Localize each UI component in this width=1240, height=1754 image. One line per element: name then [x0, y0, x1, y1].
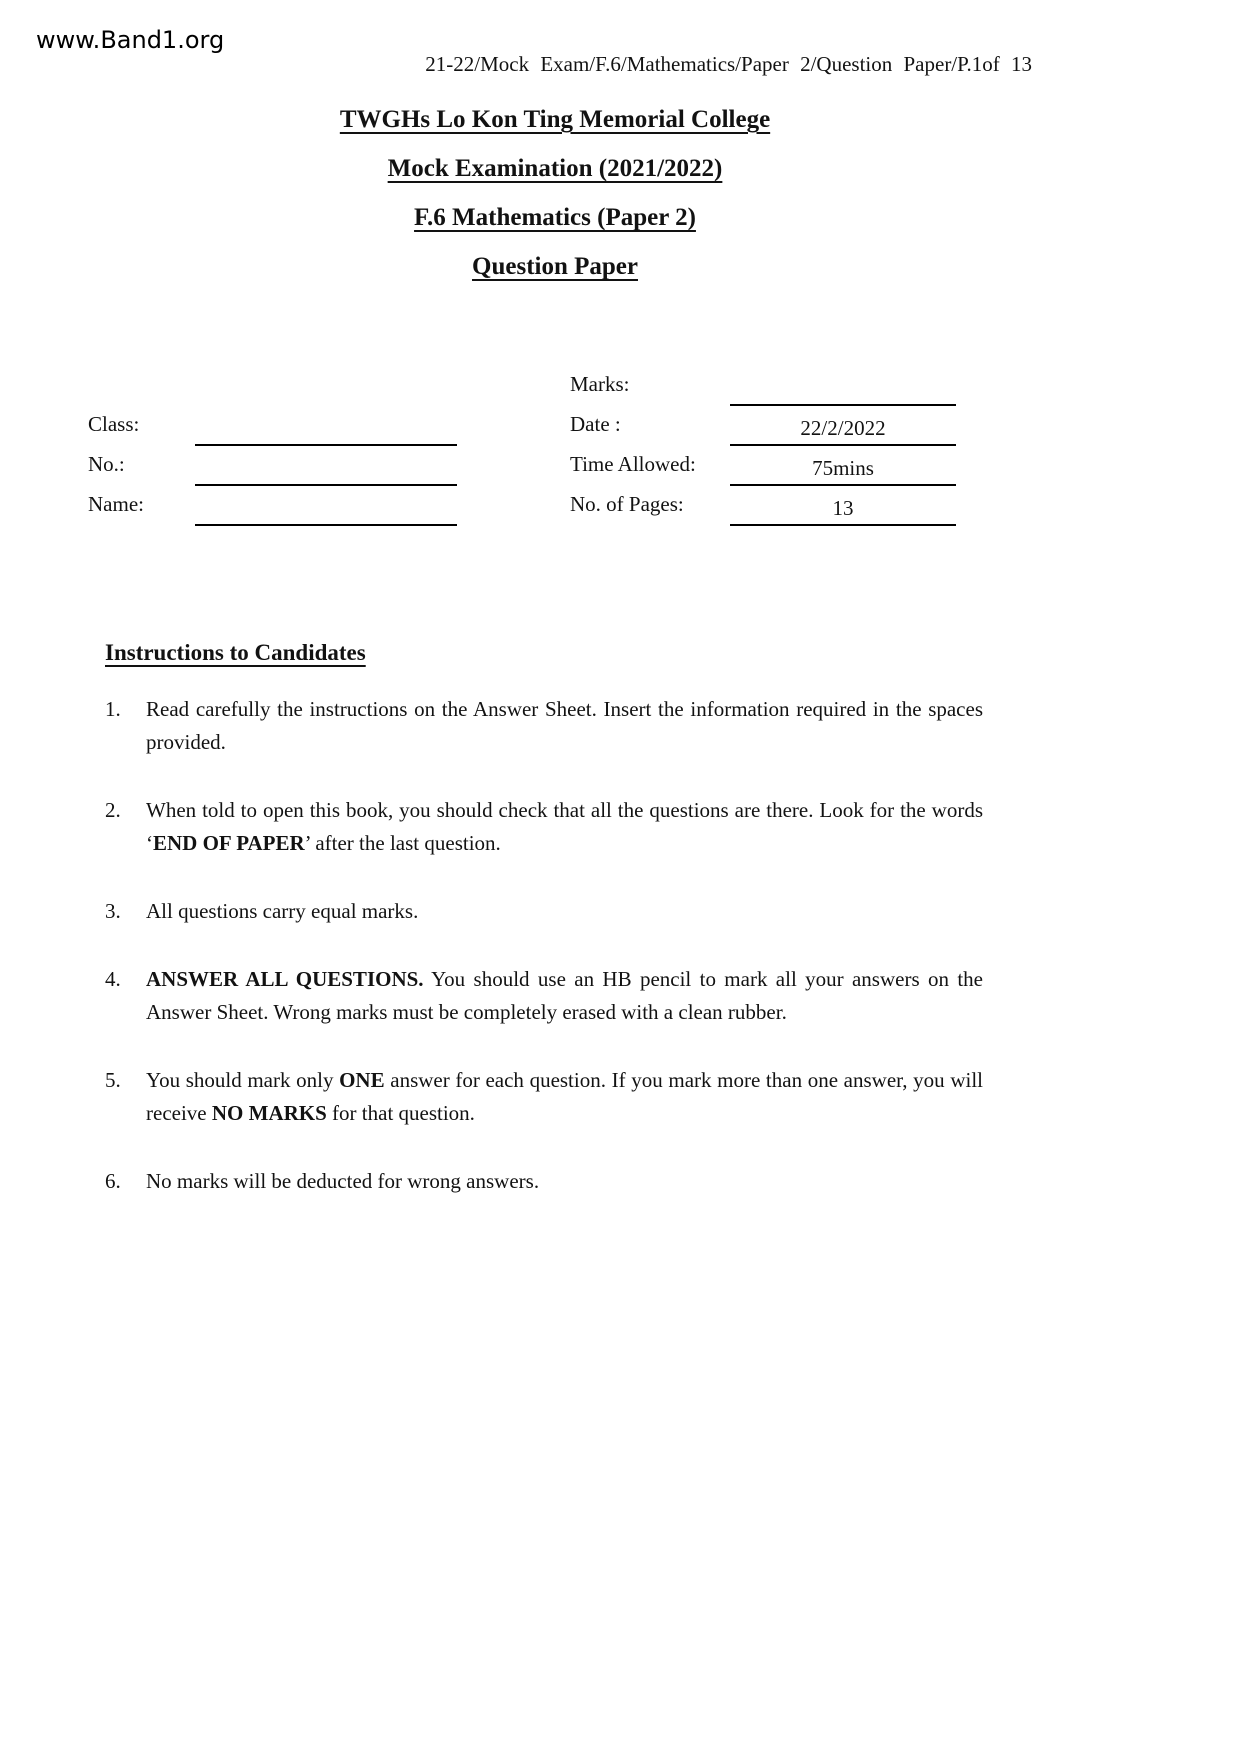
item-text: No marks will be deducted for wrong answers. — [146, 1169, 540, 1193]
item-text: ANSWER ALL QUESTIONS. You should use an HB pencil to mark all your answers on the Answer Sheet. Wrong marks must be completely erased with a clean rubber. — [146, 967, 983, 1024]
site-logo: www.Band1.org — [36, 26, 225, 54]
item-number: 1. — [105, 697, 121, 721]
class-blank-field — [195, 410, 457, 446]
list-item — [105, 794, 983, 860]
form-row-time-allowed — [570, 446, 956, 486]
name-label: Name: — [88, 492, 144, 516]
marks-blank-field — [730, 370, 956, 406]
school-title: TWGHs Lo Kon Ting Memorial College — [339, 106, 771, 133]
title-block — [0, 106, 1110, 302]
item-number: 4. — [105, 967, 121, 991]
date-value: 22/2/2022 — [730, 410, 956, 446]
time-allowed-value: 75mins — [730, 450, 956, 486]
pages-value: 13 — [730, 490, 956, 526]
instructions-heading: Instructions to Candidates — [105, 640, 366, 665]
subject-title: F.6 Mathematics (Paper 2) — [414, 204, 696, 231]
form-row-no — [88, 446, 457, 486]
exam-title: Mock Examination (2021/2022) — [387, 155, 723, 182]
form-row-pages — [570, 486, 956, 526]
time-allowed-label: Time Allowed: — [570, 452, 696, 476]
exam-info-form — [570, 366, 956, 526]
no-label: No.: — [88, 452, 125, 476]
document-reference-header: 21-22/Mock Exam/F.6/Mathematics/Paper 2/Question Paper/P.1of 13 — [425, 52, 1032, 76]
candidate-info-form — [88, 406, 457, 526]
item-number: 3. — [105, 899, 121, 923]
item-number: 2. — [105, 798, 121, 822]
pages-label: No. of Pages: — [570, 492, 684, 516]
form-row-name — [88, 486, 457, 526]
item-text: Read carefully the instructions on the Answer Sheet. Insert the information required in the spaces provided. — [146, 697, 983, 754]
item-text: When told to open this book, you should check that all the questions are there. Look for the words ‘END OF PAPER’ after the last question. — [146, 798, 983, 855]
marks-label: Marks: — [570, 372, 630, 396]
date-label: Date : — [570, 412, 621, 436]
form-row-class — [88, 406, 457, 446]
item-number: 5. — [105, 1068, 121, 1092]
list-item — [105, 1064, 983, 1130]
list-item — [105, 1165, 983, 1198]
item-text: You should mark only ONE answer for each question. If you mark more than one answer, you will receive NO MARKS for that question. — [146, 1068, 983, 1125]
paper-type-title: Question Paper — [472, 253, 638, 280]
list-item — [105, 693, 983, 759]
item-text: All questions carry equal marks. — [146, 899, 419, 923]
form-row-date — [570, 406, 956, 446]
list-item — [105, 963, 983, 1029]
name-blank-field — [195, 490, 457, 526]
instructions-section — [105, 640, 983, 1233]
class-label: Class: — [88, 412, 140, 436]
form-row-marks — [570, 366, 956, 406]
item-number: 6. — [105, 1169, 121, 1193]
list-item — [105, 895, 983, 928]
no-blank-field — [195, 450, 457, 486]
